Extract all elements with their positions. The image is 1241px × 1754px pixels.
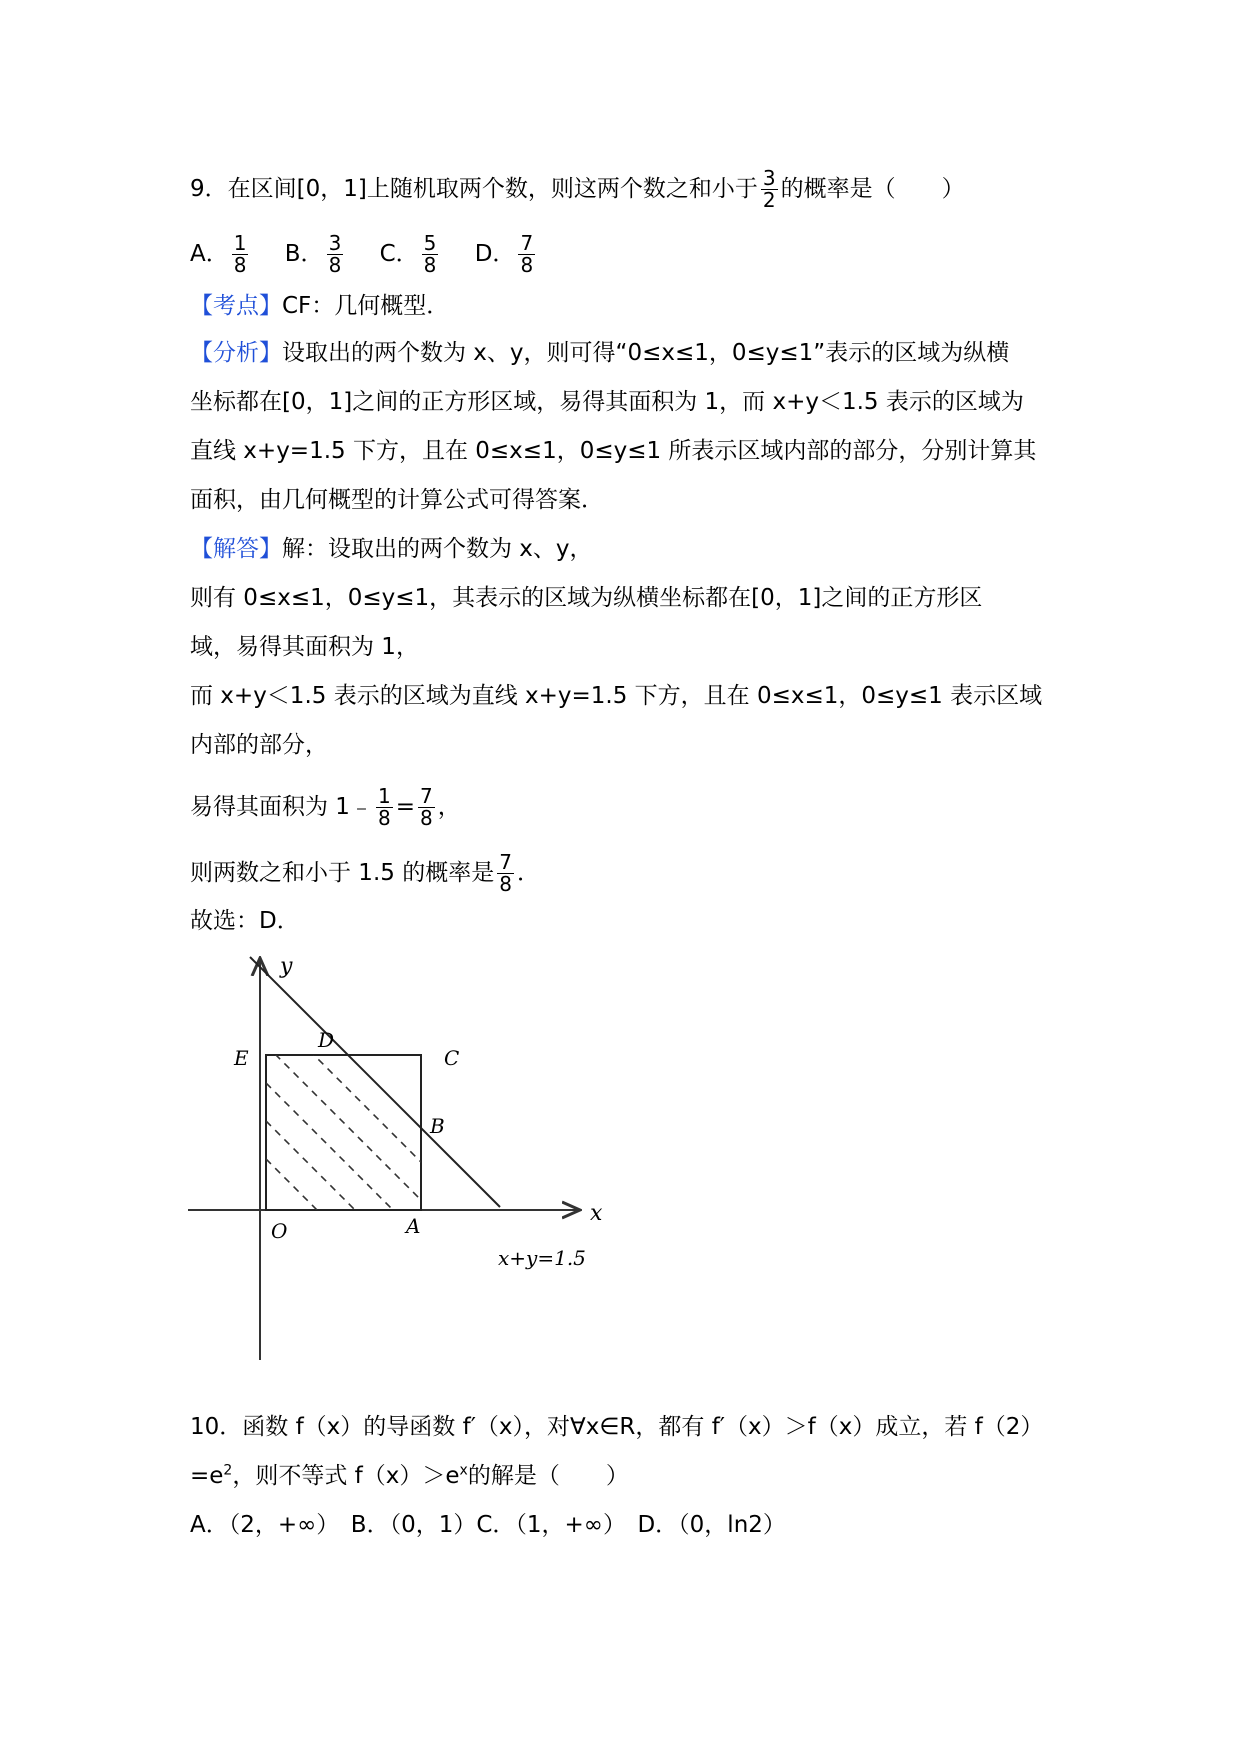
kaodian-tag: 【考点】 bbox=[190, 293, 282, 319]
q9-jieda-line-3: 域，易得其面积为 1， bbox=[190, 634, 419, 660]
q9-area-line: 易得其面积为 1﹣ $\frac{1}{8}$ = $\frac{7}{8}$ ， bbox=[190, 784, 461, 830]
label-C: C bbox=[444, 1046, 460, 1070]
fenxi-tag: 【分析】 bbox=[190, 340, 282, 366]
q9-answer: 故选：D． bbox=[190, 908, 300, 934]
label-x: x bbox=[590, 1201, 603, 1226]
q9-probability-line: 则两数之和小于 1.5 的概率是 $\frac{7}{8}$ ． bbox=[190, 850, 540, 896]
q9-option-a: A． $\frac{1}{8}$ bbox=[190, 231, 247, 277]
q9-option-c: C． $\frac{5}{8}$ bbox=[379, 231, 437, 277]
q9-fenxi-line-1: 【分析】设取出的两个数为 x、y，则可得“0≤x≤1，0≤y≤1”表示的区域为纵横 bbox=[190, 340, 1010, 366]
label-D: D bbox=[318, 1028, 335, 1052]
q9-jieda-line-1: 【解答】解：设取出的两个数为 x、y， bbox=[190, 536, 593, 562]
label-line-equation: x+y=1.5 bbox=[498, 1246, 586, 1270]
q9-jieda-line-2: 则有 0≤x≤1，0≤y≤1，其表示的区域为纵横坐标都在[0，1]之间的正方形区 bbox=[190, 585, 983, 611]
jieda-tag: 【解答】 bbox=[190, 536, 282, 562]
q9-options bbox=[190, 233, 1070, 276]
label-B: B bbox=[430, 1114, 445, 1138]
line-x-plus-y-1.5 bbox=[250, 957, 500, 1207]
geometry-figure bbox=[180, 945, 620, 1365]
q9-fenxi-line-2: 坐标都在[0，1]之间的正方形区域，易得其面积为 1，而 x+y＜1.5 表示的区域为 bbox=[190, 389, 1024, 415]
q9-kaodian: 【考点】CF：几何概型． bbox=[190, 293, 450, 319]
q9-jieda-line-4: 而 x+y＜1.5 表示的区域为直线 x+y=1.5 下方，且在 0≤x≤1，0≤y≤1 表示区域 bbox=[190, 683, 1043, 709]
q9-stem: 9．在区间[0，1]上随机取两个数，则这两个数之和小于 $\frac{3}{2}$ 的概率是（ ） bbox=[190, 166, 965, 212]
label-A: A bbox=[406, 1214, 421, 1238]
q9-jieda-line-5: 内部的部分， bbox=[190, 732, 328, 758]
q10-options: A．（2，+∞） B．（0，1）C．（1，+∞） D．（0，ln2） bbox=[190, 1512, 786, 1538]
unit-square bbox=[266, 1055, 421, 1210]
q10-stem-line-2: $=e^2$，则不等式 $f(x)>e^x$的解是（ ） bbox=[190, 1462, 629, 1489]
label-E: E bbox=[234, 1046, 249, 1070]
q9-fenxi-line-4: 面积，由几何概型的计算公式可得答案． bbox=[190, 487, 604, 513]
q9-option-d: D． $\frac{7}{8}$ bbox=[474, 231, 534, 277]
q9-option-b: B． $\frac{3}{8}$ bbox=[284, 231, 342, 277]
q10-stem-line-1: 10．函数 f（x）的导函数 f′（x），对∀x∈R，都有 f′（x）＞f（x）成立，若 f（2） bbox=[190, 1414, 1044, 1440]
label-O: O bbox=[271, 1219, 288, 1243]
label-y: y bbox=[280, 954, 293, 979]
q9-fenxi-line-3: 直线 x+y=1.5 下方，且在 0≤x≤1，0≤y≤1 所表示区域内部的部分，分别计算其 bbox=[190, 438, 1037, 464]
q9-stem-fraction: $\frac{3}{2}$ bbox=[762, 166, 776, 212]
